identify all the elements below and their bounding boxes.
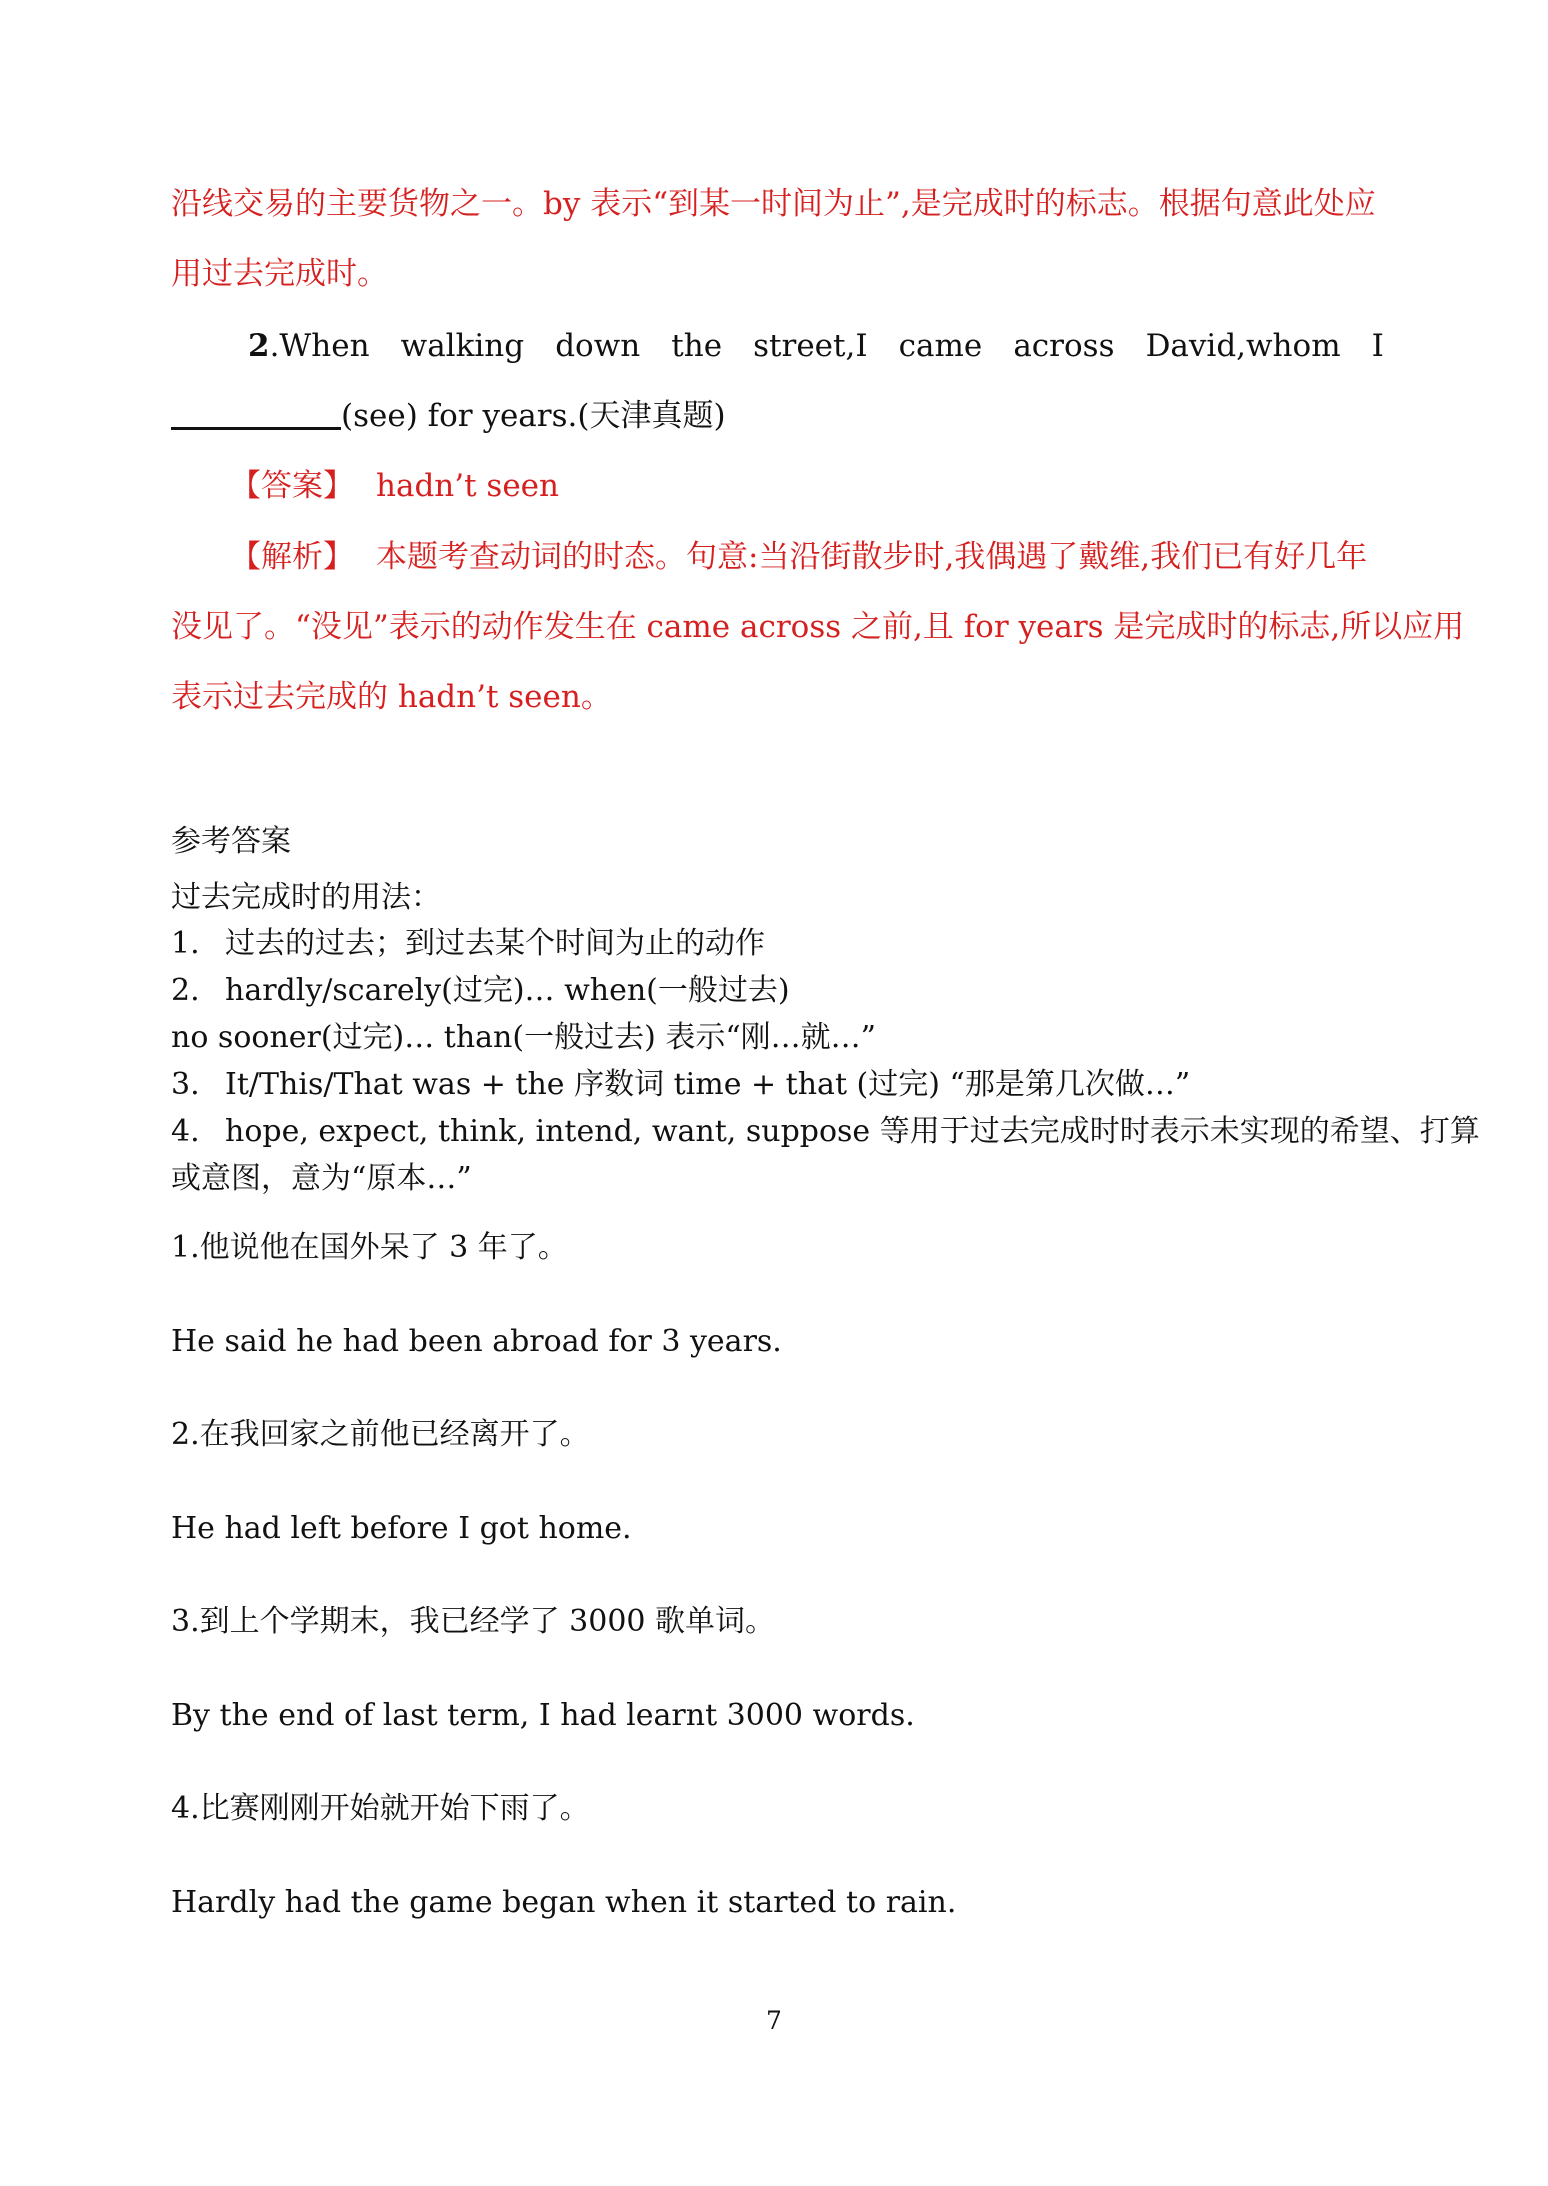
question-word: I — [1371, 328, 1384, 364]
translation-1-en: He said he had been abroad for 3 years. — [171, 1324, 782, 1359]
question-word: street,I — [753, 328, 868, 364]
question-word: across — [1013, 328, 1115, 364]
usage-title: 过去完成时的用法： — [171, 880, 441, 915]
analysis-label: 【解析】 — [230, 539, 354, 575]
question-2-tail: (see) for years.(天津真题) — [341, 398, 726, 434]
translation-4-cn: 4.比赛刚刚开始就开始下雨了。 — [171, 1791, 590, 1826]
usage-item-4: 4. hope, expect, think, intend, want, suppose 等用于过去完成时时表示未实现的希望、打算 — [171, 1114, 1480, 1149]
question-word: came — [898, 328, 983, 364]
answer-blank — [171, 397, 341, 430]
translation-3-cn: 3.到上个学期末，我已经学了 3000 歌单词。 — [171, 1604, 776, 1639]
explanation-line-2: 用过去完成时。 — [171, 256, 388, 292]
answer-line — [230, 464, 559, 508]
explanation-line-1: 沿线交易的主要货物之一。by 表示“到某一时间为止”,是完成时的标志。根据句意此处应 — [171, 186, 1376, 222]
translation-2-en: He had left before I got home. — [171, 1511, 632, 1546]
analysis-line-2: 没见了。“没见”表示的动作发生在 came across 之前,且 for years 是完成时的标志,所以应用 — [171, 609, 1465, 645]
question-word: walking — [400, 328, 525, 364]
translation-3-en: By the end of last term, I had learnt 3000 words. — [171, 1698, 915, 1733]
analysis-line-1: 【解析】 本题考查动词的时态。句意:当沿街散步时,我偶遇了戴维,我们已有好几年 — [230, 539, 1368, 575]
reference-heading: 参考答案 — [171, 824, 291, 859]
answer-text: hadn’t seen — [376, 468, 559, 504]
question-number: 2 — [248, 328, 270, 364]
usage-item-2: 2. hardly/scarely(过完)… when(一般过去) — [171, 973, 790, 1008]
question-word: David,whom — [1145, 328, 1341, 364]
analysis-line-3: 表示过去完成的 hadn’t seen。 — [171, 679, 612, 715]
translation-2-cn: 2.在我回家之前他已经离开了。 — [171, 1417, 590, 1452]
usage-item-1: 1. 过去的过去；到过去某个时间为止的动作 — [171, 926, 765, 961]
page-number: 7 — [766, 2006, 782, 2035]
translation-4-en: Hardly had the game began when it started to rain. — [171, 1885, 957, 1920]
usage-item-4-cont: 或意图，意为“原本…” — [171, 1161, 472, 1196]
usage-item-3: 3. It/This/That was + the 序数词 time + that (过完) “那是第几次做…” — [171, 1067, 1191, 1102]
question-2-line-1 — [248, 324, 1384, 368]
question-word: down — [555, 328, 641, 364]
question-word: the — [671, 328, 723, 364]
usage-item-2-cont: no sooner(过完)… than(一般过去) 表示“刚…就…” — [171, 1020, 876, 1055]
question-2-line-2 — [171, 394, 726, 438]
translation-1-cn: 1.他说他在国外呆了 3 年了。 — [171, 1230, 568, 1265]
answer-label: 【答案】 — [230, 468, 354, 504]
question-2-first-word: 2.When — [248, 328, 370, 364]
